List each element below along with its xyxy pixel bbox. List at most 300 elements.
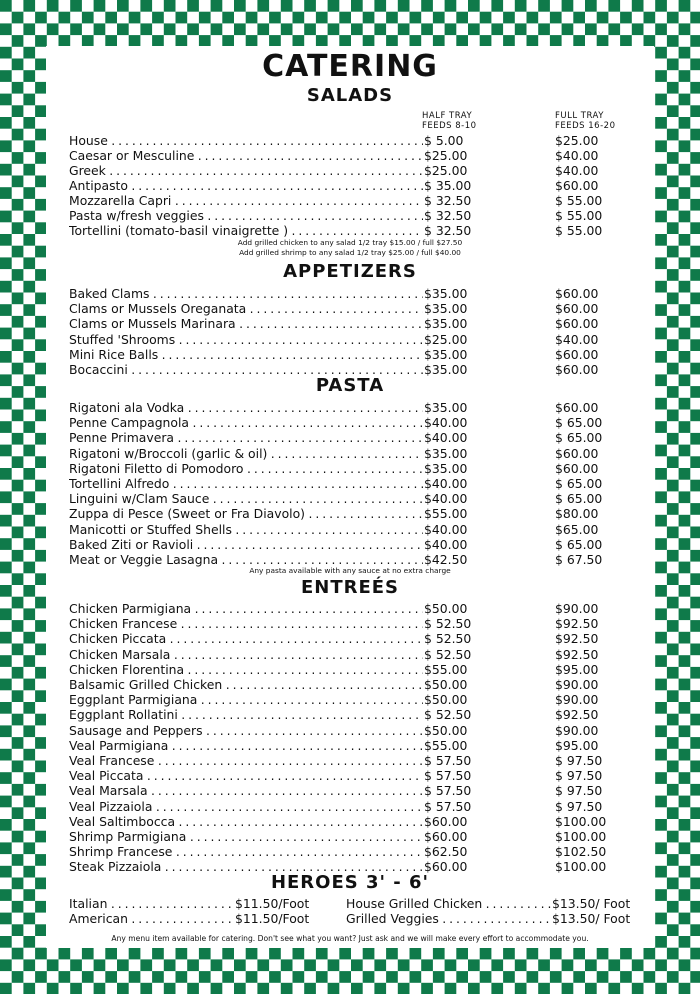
hero-price: $11.50/Foot <box>235 896 310 911</box>
border-check-square <box>679 187 691 199</box>
border-check-square <box>667 784 679 796</box>
full-tray-price: $65.00 <box>555 521 599 537</box>
menu-item-name: Eggplant Rollatini . . . <box>69 707 423 722</box>
border-check-square <box>655 70 667 82</box>
border-check-square <box>140 983 152 994</box>
border-check-square <box>655 117 667 129</box>
border-check-square <box>632 983 644 994</box>
border-check-square <box>585 959 597 971</box>
border-check-square <box>515 0 527 12</box>
border-check-square <box>562 23 574 35</box>
border-check-square <box>351 983 363 994</box>
menu-item-name: Veal Saltimbocca . . . <box>69 814 423 829</box>
menu-item-name: Tortellini (tomato-basil vinaigrette ) . . . <box>69 223 423 238</box>
border-check-square <box>23 491 35 503</box>
full-tray-price: $100.00 <box>555 829 607 844</box>
half-tray-price: $50.00 <box>424 692 494 707</box>
border-check-square <box>480 12 492 24</box>
border-check-square <box>690 129 700 141</box>
border-check-square <box>187 23 199 35</box>
border-check-square <box>117 0 129 12</box>
border-check-square <box>0 304 12 316</box>
border-check-square <box>573 971 585 983</box>
menu-item-row <box>69 631 629 646</box>
border-check-square <box>667 316 679 328</box>
border-check-square <box>655 562 667 574</box>
page-title: CATERING <box>262 49 438 84</box>
border-check-square <box>47 0 59 12</box>
border-check-square <box>234 23 246 35</box>
border-check-square <box>690 644 700 656</box>
border-check-square <box>690 527 700 539</box>
full-tray-price: $60.00 <box>555 316 599 332</box>
hero-name: Italian . . . <box>69 896 235 911</box>
border-check-square <box>269 948 281 960</box>
border-check-square <box>632 959 644 971</box>
half-tray-price: $60.00 <box>424 859 494 874</box>
border-check-square <box>690 971 700 983</box>
border-check-square <box>667 152 679 164</box>
border-check-square <box>23 164 35 176</box>
full-tray-price: $ 55.00 <box>555 208 603 223</box>
menu-item-name: Bocaccini . . . <box>69 362 423 377</box>
full-tray-price: $ 55.00 <box>555 193 603 208</box>
border-check-square <box>199 948 211 960</box>
border-check-square <box>690 316 700 328</box>
border-check-square <box>12 573 24 585</box>
border-check-square <box>655 94 667 106</box>
border-check-square <box>0 959 12 971</box>
border-check-square <box>59 12 71 24</box>
border-check-square <box>421 23 433 35</box>
border-check-square <box>363 948 375 960</box>
half-tray-price: $40.00 <box>424 415 494 430</box>
border-check-square <box>222 948 234 960</box>
border-check-square <box>679 772 691 784</box>
border-check-square <box>0 374 12 386</box>
menu-item-name: Mini Rice Balls . . . <box>69 347 423 362</box>
menu-item-row <box>69 193 629 208</box>
border-check-square <box>23 632 35 644</box>
border-check-square <box>140 23 152 35</box>
half-tray-price: $ 52.50 <box>424 707 494 722</box>
border-check-square <box>655 608 667 620</box>
border-check-square <box>0 47 12 59</box>
border-check-square <box>187 959 199 971</box>
menu-item-name: Antipasto . . . <box>69 178 423 193</box>
border-check-square <box>655 702 667 714</box>
border-check-square <box>655 515 667 527</box>
border-check-square <box>515 983 527 994</box>
border-check-square <box>585 23 597 35</box>
full-tray-price: $40.00 <box>555 331 599 347</box>
half-tray-price: $55.00 <box>424 506 494 521</box>
border-check-square <box>374 0 386 12</box>
border-check-square <box>527 971 539 983</box>
border-check-square <box>199 12 211 24</box>
border-check-square <box>679 304 691 316</box>
menu-item-row <box>69 446 629 461</box>
border-check-square <box>468 0 480 12</box>
border-check-square <box>597 948 609 960</box>
border-check-square <box>23 234 35 246</box>
border-check-square <box>421 0 433 12</box>
border-check-square <box>445 959 457 971</box>
border-check-square <box>281 0 293 12</box>
half-tray-price: $ 57.50 <box>424 783 494 798</box>
border-check-square <box>23 257 35 269</box>
hero-item <box>69 911 317 926</box>
border-check-square <box>152 12 164 24</box>
border-check-square <box>0 351 12 363</box>
border-check-square <box>281 23 293 35</box>
menu-item-name: Zuppa di Pesce (Sweet or Fra Diavolo) . . . <box>69 506 423 521</box>
menu-item-name: Penne Primavera . . . <box>69 430 423 445</box>
full-tray-price: $92.50 <box>555 707 599 723</box>
border-check-square <box>690 784 700 796</box>
menu-item-name: Steak Pizzaiola . . . <box>69 859 423 874</box>
menu-item-row <box>69 178 629 193</box>
border-check-square <box>655 819 667 831</box>
border-check-square <box>0 398 12 410</box>
half-tray-price: $ 32.50 <box>424 223 494 238</box>
border-check-square <box>12 59 24 71</box>
border-check-square <box>12 737 24 749</box>
border-check-square <box>398 983 410 994</box>
border-check-square <box>655 234 667 246</box>
border-check-square <box>410 12 422 24</box>
border-check-square <box>0 842 12 854</box>
border-check-square <box>398 23 410 35</box>
border-check-square <box>0 328 12 340</box>
border-check-square <box>667 246 679 258</box>
border-check-square <box>690 901 700 913</box>
border-check-square <box>293 971 305 983</box>
border-check-square <box>0 983 12 994</box>
menu-item-name: Chicken Marsala . . . <box>69 647 423 662</box>
border-check-square <box>23 421 35 433</box>
border-check-square <box>608 983 620 994</box>
border-check-square <box>328 959 340 971</box>
section-heading-salads: SALADS <box>306 85 394 106</box>
border-check-square <box>0 421 12 433</box>
border-check-square <box>105 12 117 24</box>
border-check-square <box>12 761 24 773</box>
border-check-square <box>105 971 117 983</box>
border-check-square <box>667 269 679 281</box>
half-tray-price: $ 57.50 <box>424 753 494 768</box>
border-check-square <box>667 644 679 656</box>
border-check-square <box>667 737 679 749</box>
menu-item-name: Shrimp Parmigiana . . . <box>69 829 423 844</box>
border-check-square <box>0 538 12 550</box>
border-check-square <box>655 445 667 457</box>
hero-price: $13.50/ Foot <box>552 911 631 926</box>
border-check-square <box>12 176 24 188</box>
full-tray-price: $60.00 <box>555 400 599 415</box>
border-check-square <box>12 152 24 164</box>
menu-item-name: Veal Parmigiana . . . <box>69 738 423 753</box>
border-check-square <box>12 784 24 796</box>
border-check-square <box>0 819 12 831</box>
menu-item-name: Shrimp Francese . . . <box>69 844 423 859</box>
border-check-square <box>655 585 667 597</box>
border-check-square <box>562 0 574 12</box>
half-tray-header-line1: HALF TRAY <box>422 111 473 121</box>
half-tray-price: $40.00 <box>424 491 494 506</box>
menu-item-row <box>69 476 629 491</box>
border-check-square <box>550 948 562 960</box>
border-check-square <box>246 948 258 960</box>
half-tray-price: $50.00 <box>424 723 494 738</box>
border-check-square <box>655 889 667 901</box>
border-check-square <box>0 585 12 597</box>
menu-item-name: Veal Piccata . . . <box>69 768 423 783</box>
border-check-square <box>222 971 234 983</box>
border-check-square <box>491 959 503 971</box>
border-check-square <box>0 796 12 808</box>
border-check-square <box>679 959 691 971</box>
border-check-square <box>0 749 12 761</box>
border-check-square <box>679 749 691 761</box>
border-check-square <box>351 959 363 971</box>
menu-item-name: Mozzarella Capri . . . <box>69 193 423 208</box>
border-check-square <box>117 983 129 994</box>
border-check-square <box>23 445 35 457</box>
menu-item-name: Chicken Florentina . . . <box>69 662 423 677</box>
border-check-square <box>491 983 503 994</box>
border-check-square <box>234 0 246 12</box>
border-check-square <box>667 480 679 492</box>
border-check-square <box>690 714 700 726</box>
border-check-square <box>690 503 700 515</box>
border-check-square <box>538 959 550 971</box>
border-check-square <box>679 23 691 35</box>
hero-item <box>346 896 646 911</box>
menu-item-name: Linguini w/Clam Sauce . . . <box>69 491 423 506</box>
menu-item-row <box>69 814 629 829</box>
border-check-square <box>12 363 24 375</box>
border-check-square <box>655 913 667 925</box>
border-check-square <box>0 889 12 901</box>
menu-item-name: Pasta w/fresh veggies . . . <box>69 208 423 223</box>
border-check-square <box>445 983 457 994</box>
menu-item-name: Rigatoni Filetto di Pomodoro . . . <box>69 461 423 476</box>
border-check-square <box>468 23 480 35</box>
border-check-square <box>23 374 35 386</box>
border-check-square <box>679 47 691 59</box>
border-check-square <box>655 211 667 223</box>
full-tray-price: $ 97.50 <box>555 768 603 784</box>
border-check-square <box>12 82 24 94</box>
half-tray-price: $55.00 <box>424 738 494 753</box>
menu-item-row <box>69 400 629 415</box>
border-check-square <box>211 0 223 12</box>
border-check-square <box>550 971 562 983</box>
border-check-square <box>70 0 82 12</box>
border-check-square <box>421 983 433 994</box>
border-check-square <box>468 983 480 994</box>
border-check-square <box>690 761 700 773</box>
border-check-square <box>655 421 667 433</box>
border-check-square <box>690 363 700 375</box>
border-check-square <box>679 140 691 152</box>
border-check-square <box>690 105 700 117</box>
border-check-square <box>12 480 24 492</box>
border-check-square <box>0 281 12 293</box>
border-check-square <box>667 82 679 94</box>
border-check-square <box>679 164 691 176</box>
border-check-square <box>679 398 691 410</box>
border-check-square <box>655 281 667 293</box>
half-tray-price: $35.00 <box>424 347 494 362</box>
border-check-square <box>0 164 12 176</box>
border-check-square <box>527 948 539 960</box>
border-check-square <box>690 878 700 890</box>
border-check-square <box>12 597 24 609</box>
section-heading-pasta: PASTA <box>315 375 385 396</box>
full-tray-price: $100.00 <box>555 813 607 829</box>
border-check-square <box>82 12 94 24</box>
border-check-square <box>597 971 609 983</box>
border-check-square <box>234 983 246 994</box>
menu-item-row <box>69 163 629 178</box>
border-check-square <box>667 761 679 773</box>
border-check-square <box>655 23 667 35</box>
border-check-square <box>12 222 24 234</box>
border-check-square <box>655 164 667 176</box>
border-check-square <box>23 211 35 223</box>
border-check-square <box>246 12 258 24</box>
border-check-square <box>0 632 12 644</box>
border-check-square <box>667 363 679 375</box>
border-check-square <box>667 971 679 983</box>
border-check-square <box>12 644 24 656</box>
border-check-square <box>257 983 269 994</box>
border-check-square <box>667 386 679 398</box>
border-check-square <box>667 12 679 24</box>
half-tray-price: $35.00 <box>424 446 494 461</box>
menu-item-name: Chicken Piccata . . . <box>69 631 423 646</box>
border-check-square <box>679 421 691 433</box>
half-tray-price: $40.00 <box>424 537 494 552</box>
border-check-square <box>573 12 585 24</box>
menu-page <box>46 46 654 948</box>
border-check-square <box>667 597 679 609</box>
menu-item-row <box>69 148 629 163</box>
border-check-square <box>351 0 363 12</box>
menu-item-row <box>69 491 629 506</box>
border-check-square <box>690 12 700 24</box>
border-check-square <box>655 140 667 152</box>
border-check-square <box>667 456 679 468</box>
border-check-square <box>690 667 700 679</box>
border-check-square <box>12 12 24 24</box>
border-check-square <box>679 983 691 994</box>
border-check-square <box>176 971 188 983</box>
border-check-square <box>655 538 667 550</box>
border-check-square <box>690 550 700 562</box>
border-check-square <box>0 117 12 129</box>
menu-item-name: Veal Marsala . . . <box>69 783 423 798</box>
border-check-square <box>164 983 176 994</box>
full-tray-price: $60.00 <box>555 301 599 317</box>
border-check-square <box>655 398 667 410</box>
border-check-square <box>690 222 700 234</box>
border-check-square <box>12 199 24 211</box>
border-check-square <box>316 12 328 24</box>
border-check-square <box>211 983 223 994</box>
border-check-square <box>246 971 258 983</box>
border-check-square <box>47 983 59 994</box>
border-check-square <box>304 0 316 12</box>
border-check-square <box>679 889 691 901</box>
border-check-square <box>562 959 574 971</box>
border-check-square <box>339 12 351 24</box>
border-check-square <box>23 936 35 948</box>
menu-item-name: Manicotti or Stuffed Shells . . . <box>69 522 423 537</box>
border-check-square <box>655 257 667 269</box>
border-check-square <box>281 983 293 994</box>
border-check-square <box>140 959 152 971</box>
border-check-square <box>0 491 12 503</box>
full-tray-price: $60.00 <box>555 346 599 362</box>
border-check-square <box>129 971 141 983</box>
half-tray-price: $35.00 <box>424 362 494 377</box>
border-check-square <box>690 807 700 819</box>
border-check-square <box>23 725 35 737</box>
border-check-square <box>679 468 691 480</box>
hero-item <box>346 911 646 926</box>
border-check-square <box>690 59 700 71</box>
border-check-square <box>667 199 679 211</box>
border-check-square <box>23 796 35 808</box>
menu-item-name: Balsamic Grilled Chicken . . . <box>69 677 423 692</box>
border-check-square <box>140 0 152 12</box>
half-tray-price: $40.00 <box>424 430 494 445</box>
border-check-square <box>12 620 24 632</box>
border-check-square <box>23 140 35 152</box>
border-check-square <box>667 176 679 188</box>
border-check-square <box>374 983 386 994</box>
border-check-square <box>421 959 433 971</box>
border-check-square <box>690 573 700 585</box>
half-tray-price: $ 52.50 <box>424 631 494 646</box>
border-check-square <box>527 12 539 24</box>
section-heading-appetizers: APPETIZERS <box>283 261 417 282</box>
border-check-square <box>12 269 24 281</box>
half-tray-price: $ 35.00 <box>424 178 494 193</box>
border-check-square <box>12 971 24 983</box>
border-check-square <box>491 0 503 12</box>
border-check-square <box>655 187 667 199</box>
border-check-square <box>655 679 667 691</box>
section-heading-entrees: ENTREÉS <box>300 577 400 598</box>
border-check-square <box>667 878 679 890</box>
border-check-square <box>293 12 305 24</box>
half-tray-price: $62.50 <box>424 844 494 859</box>
border-check-square <box>679 538 691 550</box>
menu-item-row <box>69 768 629 783</box>
border-check-square <box>655 491 667 503</box>
border-check-square <box>690 293 700 305</box>
menu-item-row <box>69 461 629 476</box>
border-check-square <box>655 655 667 667</box>
border-check-square <box>690 152 700 164</box>
border-check-square <box>679 70 691 82</box>
border-check-square <box>679 725 691 737</box>
border-check-square <box>0 0 12 12</box>
